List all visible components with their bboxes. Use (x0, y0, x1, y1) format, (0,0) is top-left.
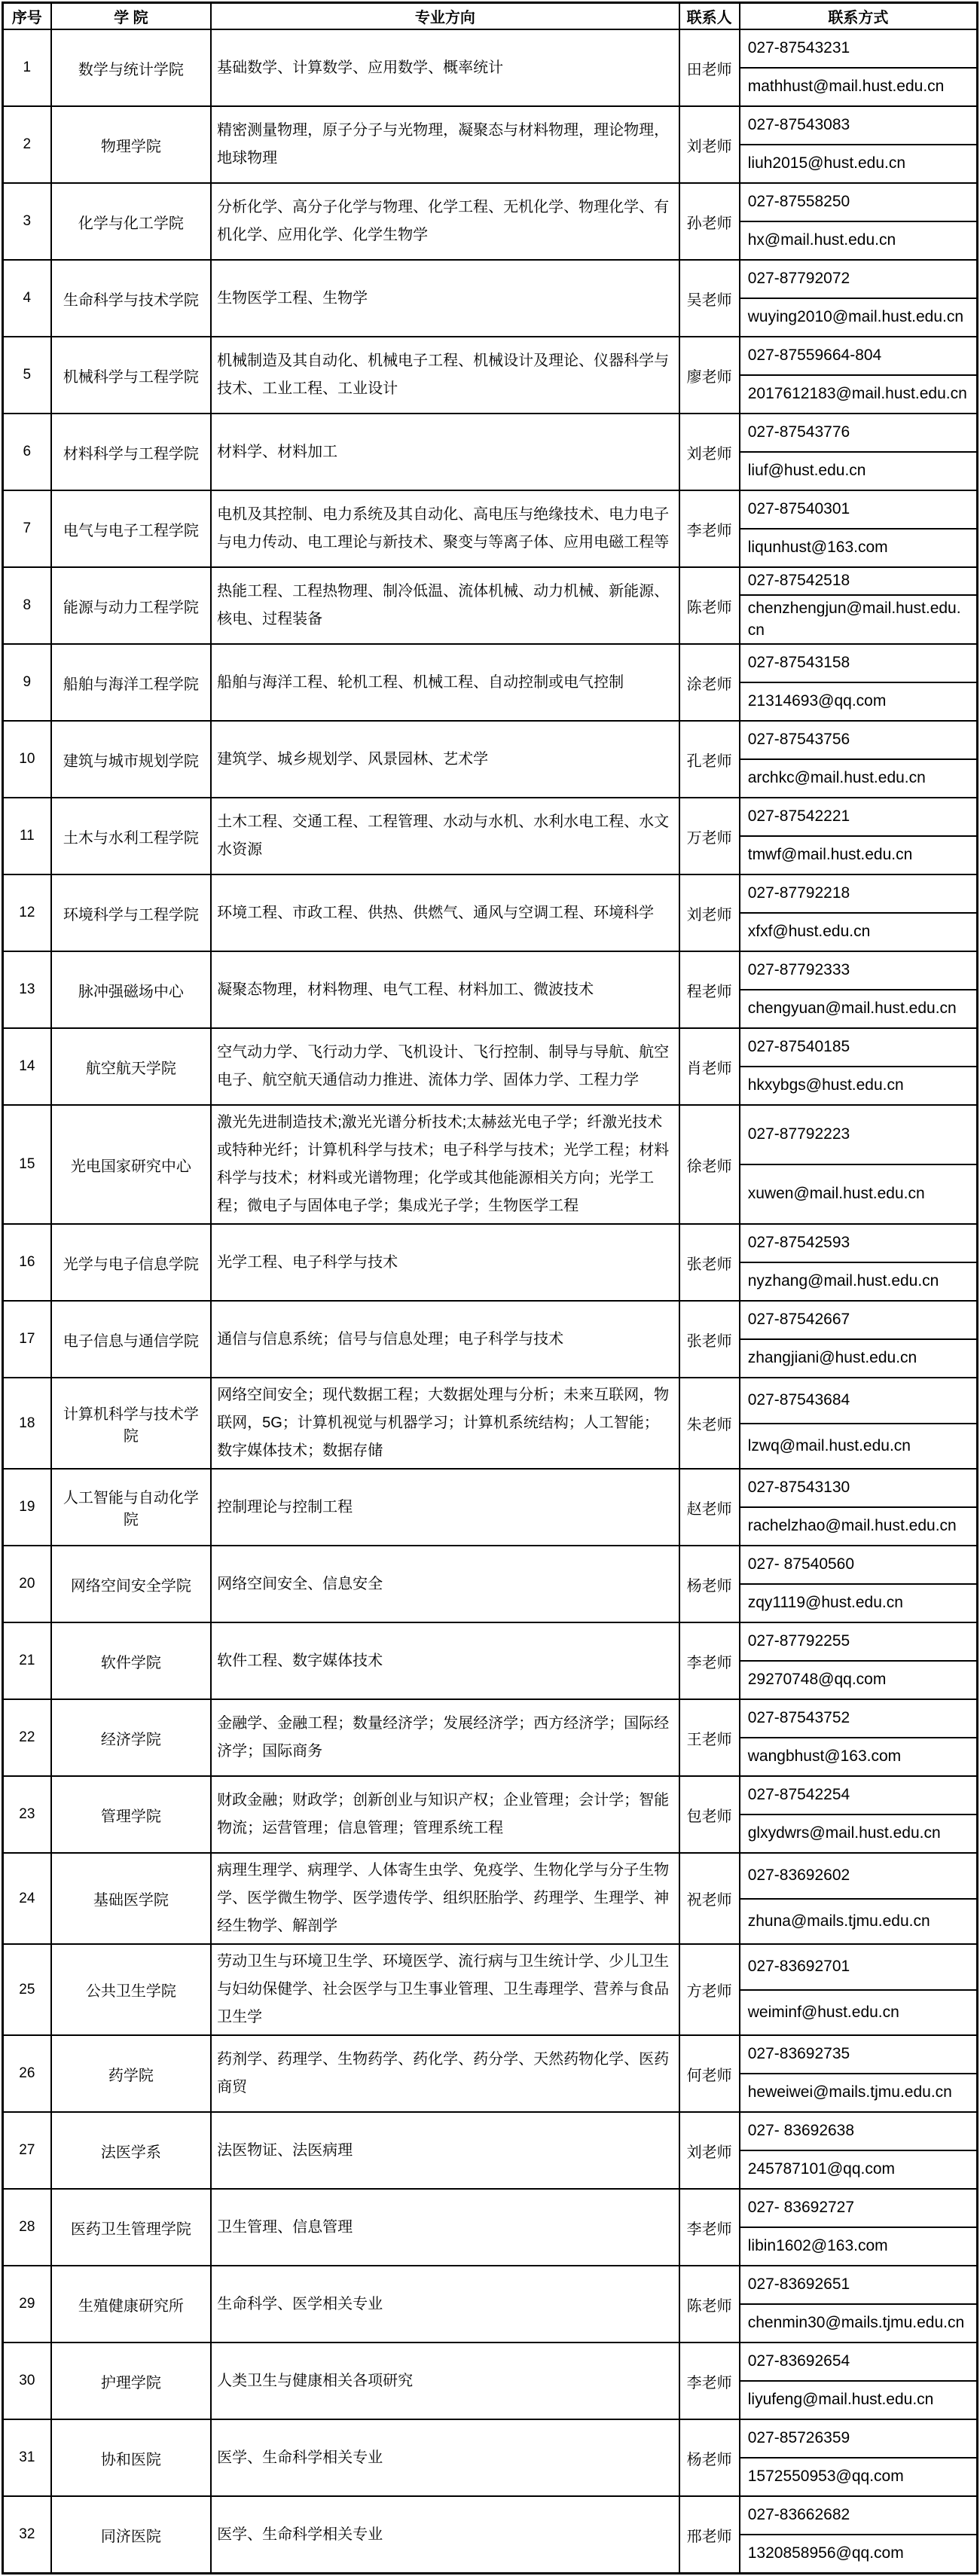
header-no: 序号 (3, 3, 51, 30)
college-name: 环境科学与工程学院 (51, 874, 211, 951)
contact-info-cell (740, 1028, 978, 1105)
contact-phone: 027-87792255 (740, 1623, 976, 1662)
major-directions: 网络空间安全、信息安全 (211, 1546, 679, 1622)
contact-info-wrap (740, 875, 976, 951)
contact-info-wrap (740, 1623, 976, 1699)
contact-phone: 027-87792223 (740, 1106, 976, 1165)
contact-info-wrap (740, 722, 976, 797)
major-directions: 网络空间安全；现代数据工程；大数据处理与分析；未来互联网，物联网，5G；计算机视觉与机器学习；计算机系统结构；人工智能；数字媒体技术；数据存储 (211, 1378, 679, 1469)
contact-info-wrap (740, 1546, 976, 1622)
contact-info-wrap (740, 1777, 976, 1852)
row-number: 9 (3, 644, 51, 721)
college-name: 土木与水利工程学院 (51, 798, 211, 874)
contact-email: lzwq@mail.hust.edu.cn (747, 1436, 911, 1454)
contact-info-cell (740, 721, 978, 798)
contact-person: 李老师 (679, 1622, 740, 1699)
major-directions: 金融学、金融工程；数量经济学；发展经济学；西方经济学；国际经济学；国际商务 (211, 1699, 679, 1776)
college-name: 护理学院 (51, 2343, 211, 2419)
contact-phone: 027-87542254 (740, 1777, 976, 1815)
contact-info-cell (740, 414, 978, 490)
table-row (3, 721, 978, 798)
contact-email: wuying2010@mail.hust.edu.cn (747, 308, 964, 326)
contact-info-cell (740, 2419, 978, 2496)
contact-email: tmwf@mail.hust.edu.cn (747, 846, 913, 864)
table-row (3, 1622, 978, 1699)
major-directions: 劳动卫生与环境卫生学、环境医学、流行病与卫生统计学、少儿卫生与妇幼保健学、社会医学与卫生事业管理、卫生毒理学、营养与食品卫生学 (211, 1944, 679, 2035)
college-name: 药学院 (51, 2035, 211, 2112)
table-row (3, 337, 978, 414)
header-major: 专业方向 (211, 3, 679, 30)
contact-phone: 027-83692735 (740, 2036, 976, 2074)
major-directions: 生物医学工程、生物学 (211, 260, 679, 337)
college-contact-table (2, 2, 978, 2574)
contact-phone: 027-87558250 (740, 184, 976, 222)
row-number: 7 (3, 490, 51, 567)
major-directions: 土木工程、交通工程、工程管理、水动与水机、水利水电工程、水文水资源 (211, 798, 679, 874)
college-name: 物理学院 (51, 106, 211, 183)
college-name: 软件学院 (51, 1622, 211, 1699)
major-directions: 凝聚态物理，材料物理、电气工程、材料加工、微波技术 (211, 951, 679, 1028)
contact-person: 刘老师 (679, 106, 740, 183)
table-row (3, 798, 978, 874)
contact-email: archkc@mail.hust.edu.cn (747, 769, 926, 787)
contact-info-wrap (740, 2497, 976, 2572)
row-number: 14 (3, 1028, 51, 1105)
contact-info-cell (740, 644, 978, 721)
row-number: 20 (3, 1546, 51, 1622)
contact-person: 方老师 (679, 1944, 740, 2035)
contact-person: 刘老师 (679, 2112, 740, 2189)
college-name: 人工智能与自动化学院 (51, 1469, 211, 1546)
contact-info-wrap (740, 491, 976, 566)
contact-info-wrap (740, 30, 976, 105)
contact-info-wrap (740, 1378, 976, 1468)
major-directions: 人类卫生与健康相关各项研究 (211, 2343, 679, 2419)
college-name: 光学与电子信息学院 (51, 1224, 211, 1301)
table-row (3, 1546, 978, 1622)
contact-info-wrap (740, 2266, 976, 2342)
major-directions: 光学工程、电子科学与技术 (211, 1224, 679, 1301)
contact-phone: 027-83692701 (740, 1945, 976, 1991)
contact-person: 陈老师 (679, 567, 740, 644)
contact-info-wrap (740, 107, 976, 182)
college-name: 材料科学与工程学院 (51, 414, 211, 490)
row-number: 28 (3, 2189, 51, 2266)
table-row (3, 2343, 978, 2419)
contact-email: 245787101@qq.com (747, 2160, 896, 2178)
table-row (3, 183, 978, 260)
table-row (3, 1469, 978, 1546)
contact-email: libin1602@163.com (747, 2237, 888, 2255)
contact-email: 1572550953@qq.com (747, 2468, 904, 2486)
contact-email: 1320858956@qq.com (747, 2544, 904, 2562)
contact-info-cell (740, 337, 978, 414)
major-directions: 医学、生命科学相关专业 (211, 2419, 679, 2496)
contact-person: 孔老师 (679, 721, 740, 798)
contact-person: 廖老师 (679, 337, 740, 414)
major-directions: 精密测量物理，原子分子与光物理，凝聚态与材料物理，理论物理，地球物理 (211, 106, 679, 183)
contact-info-wrap (740, 1225, 976, 1300)
contact-info-wrap (740, 2343, 976, 2419)
major-directions: 建筑学、城乡规划学、风景园林、艺术学 (211, 721, 679, 798)
major-directions: 通信与信息系统；信号与信息处理；电子科学与技术 (211, 1301, 679, 1378)
contact-info-cell (740, 1378, 978, 1469)
contact-info-cell (740, 874, 978, 951)
contact-email: liqunhust@163.com (747, 539, 888, 557)
contact-person: 何老师 (679, 2035, 740, 2112)
contact-info-cell (740, 1776, 978, 1853)
contact-person: 徐老师 (679, 1105, 740, 1224)
contact-email: zhuna@mails.tjmu.edu.cn (747, 1912, 930, 1930)
contact-phone: 027-87540185 (740, 1029, 976, 1067)
table-row (3, 1224, 978, 1301)
table-row (3, 1944, 978, 2035)
contact-info-cell (740, 2343, 978, 2419)
table-row (3, 2189, 978, 2266)
contact-info-wrap (740, 414, 976, 490)
contact-info-wrap (740, 1470, 976, 1545)
college-name: 公共卫生学院 (51, 1944, 211, 2035)
contact-info-cell (740, 2266, 978, 2343)
contact-info-cell (740, 2112, 978, 2189)
contact-info-wrap (740, 798, 976, 874)
row-number: 12 (3, 874, 51, 951)
college-name: 网络空间安全学院 (51, 1546, 211, 1622)
major-directions: 材料学、材料加工 (211, 414, 679, 490)
contact-info-cell (740, 1301, 978, 1378)
college-name: 光电国家研究中心 (51, 1105, 211, 1224)
table-row (3, 1853, 978, 1944)
contact-person: 田老师 (679, 29, 740, 106)
row-number: 25 (3, 1944, 51, 2035)
contact-email: rachelzhao@mail.hust.edu.cn (747, 1517, 957, 1535)
contact-phone: 027- 83692727 (740, 2190, 976, 2228)
header-college: 学 院 (51, 3, 211, 30)
contact-info-cell (740, 29, 978, 106)
row-number: 31 (3, 2419, 51, 2496)
contact-info-cell (740, 798, 978, 874)
major-directions: 法医物证、法医病理 (211, 2112, 679, 2189)
row-number: 17 (3, 1301, 51, 1378)
table-row (3, 1301, 978, 1378)
college-name: 化学与化工学院 (51, 183, 211, 260)
contact-phone: 027-87543231 (740, 30, 976, 69)
contact-info-wrap (740, 2190, 976, 2265)
table-row (3, 2035, 978, 2112)
contact-info-cell (740, 1224, 978, 1301)
contact-email: xfxf@hust.edu.cn (747, 923, 871, 941)
college-name: 脉冲强磁场中心 (51, 951, 211, 1028)
college-name: 船舶与海洋工程学院 (51, 644, 211, 721)
contact-phone: 027-87559664-804 (740, 337, 976, 376)
row-number: 5 (3, 337, 51, 414)
contact-email: nyzhang@mail.hust.edu.cn (747, 1272, 939, 1290)
major-directions: 基础数学、计算数学、应用数学、概率统计 (211, 29, 679, 106)
row-number: 21 (3, 1622, 51, 1699)
contact-person: 吴老师 (679, 260, 740, 337)
contact-info-cell (740, 2189, 978, 2266)
contact-phone: 027-87543130 (740, 1470, 976, 1508)
contact-person: 王老师 (679, 1699, 740, 1776)
contact-email: liyufeng@mail.hust.edu.cn (747, 2391, 934, 2409)
contact-phone: 027-87542667 (740, 1302, 976, 1340)
contact-person: 肖老师 (679, 1028, 740, 1105)
contact-person: 李老师 (679, 2189, 740, 2266)
contact-person: 赵老师 (679, 1469, 740, 1546)
contact-person: 祝老师 (679, 1853, 740, 1944)
contact-info-cell (740, 567, 978, 644)
college-name: 协和医院 (51, 2419, 211, 2496)
contact-person: 陈老师 (679, 2266, 740, 2343)
contact-phone: 027-83692654 (740, 2343, 976, 2382)
row-number: 23 (3, 1776, 51, 1853)
contact-phone: 027- 83692638 (740, 2113, 976, 2151)
contact-email: 29270748@qq.com (747, 1671, 887, 1689)
row-number: 26 (3, 2035, 51, 2112)
row-number: 2 (3, 106, 51, 183)
contact-person: 李老师 (679, 490, 740, 567)
contact-phone: 027-87542518 (740, 568, 976, 596)
table-row (3, 567, 978, 644)
contact-info-wrap (740, 261, 976, 336)
contact-info-cell (740, 1853, 978, 1944)
table-row (3, 490, 978, 567)
contact-info-cell (740, 183, 978, 260)
table-row (3, 2112, 978, 2189)
college-name: 机械科学与工程学院 (51, 337, 211, 414)
table-row (3, 1028, 978, 1105)
table-row (3, 2419, 978, 2496)
contact-phone: 027-87543776 (740, 414, 976, 453)
contact-phone: 027-83692602 (740, 1854, 976, 1900)
row-number: 8 (3, 567, 51, 644)
contact-info-cell (740, 2035, 978, 2112)
contact-info-cell (740, 1944, 978, 2035)
table-row (3, 1378, 978, 1469)
row-number: 13 (3, 951, 51, 1028)
contact-email: liuf@hust.edu.cn (747, 462, 866, 480)
college-name: 管理学院 (51, 1776, 211, 1853)
major-directions: 空气动力学、飞行动力学、飞机设计、飞行控制、制导与导航、航空电子、航空航天通信动力推进、流体力学、固体力学、工程力学 (211, 1028, 679, 1105)
table-row (3, 106, 978, 183)
contact-email: wangbhust@163.com (747, 1747, 902, 1766)
contact-person: 张老师 (679, 1224, 740, 1301)
contact-phone: 027-87543684 (740, 1378, 976, 1424)
college-name: 建筑与城市规划学院 (51, 721, 211, 798)
major-directions: 生命科学、医学相关专业 (211, 2266, 679, 2343)
college-name: 法医学系 (51, 2112, 211, 2189)
college-name: 医药卫生管理学院 (51, 2189, 211, 2266)
row-number: 10 (3, 721, 51, 798)
table-row (3, 1776, 978, 1853)
contact-info-cell (740, 490, 978, 567)
contact-phone: 027-83662682 (740, 2497, 976, 2535)
major-directions: 软件工程、数字媒体技术 (211, 1622, 679, 1699)
row-number: 24 (3, 1853, 51, 1944)
row-number: 1 (3, 29, 51, 106)
major-directions: 环境工程、市政工程、供热、供燃气、通风与空调工程、环境科学 (211, 874, 679, 951)
row-number: 27 (3, 2112, 51, 2189)
table-row (3, 1699, 978, 1776)
college-name: 能源与动力工程学院 (51, 567, 211, 644)
contact-info-wrap (740, 1700, 976, 1775)
college-name: 电气与电子工程学院 (51, 490, 211, 567)
contact-email: mathhust@mail.hust.edu.cn (747, 78, 945, 96)
table-row (3, 2266, 978, 2343)
contact-email: liuh2015@hust.edu.cn (747, 154, 906, 172)
college-name: 同济医院 (51, 2496, 211, 2574)
contact-email: zhangjiani@hust.edu.cn (747, 1349, 917, 1367)
major-directions: 药剂学、药理学、生物药学、药化学、药分学、天然药物化学、医药商贸 (211, 2035, 679, 2112)
row-number: 15 (3, 1105, 51, 1224)
row-number: 22 (3, 1699, 51, 1776)
contact-phone: 027-87543752 (740, 1700, 976, 1738)
college-name: 航空航天学院 (51, 1028, 211, 1105)
row-number: 30 (3, 2343, 51, 2419)
contact-info-cell (740, 1105, 978, 1224)
contact-info-cell (740, 1546, 978, 1622)
contact-person: 程老师 (679, 951, 740, 1028)
table-row (3, 260, 978, 337)
major-directions: 分析化学、高分子化学与物理、化学工程、无机化学、物理化学、有机化学、应用化学、化学生物学 (211, 183, 679, 260)
contact-person: 涂老师 (679, 644, 740, 721)
contact-info-wrap (740, 2113, 976, 2188)
contact-email: 2017612183@mail.hust.edu.cn (747, 385, 967, 403)
table-row (3, 1105, 978, 1224)
contact-info-wrap (740, 2420, 976, 2495)
row-number: 16 (3, 1224, 51, 1301)
contact-person: 朱老师 (679, 1378, 740, 1469)
contact-info-cell (740, 260, 978, 337)
row-number: 6 (3, 414, 51, 490)
row-number: 11 (3, 798, 51, 874)
contact-phone: 027-87543083 (740, 107, 976, 145)
contact-person: 孙老师 (679, 183, 740, 260)
header-row (3, 3, 978, 30)
contact-info-cell (740, 1469, 978, 1546)
contact-info-wrap (740, 1854, 976, 1943)
contact-phone: 027-87540301 (740, 491, 976, 530)
contact-email: hx@mail.hust.edu.cn (747, 231, 896, 249)
contact-info-cell (740, 2496, 978, 2574)
contact-person: 杨老师 (679, 1546, 740, 1622)
header-contact: 联系人 (679, 3, 740, 30)
contact-phone: 027-87792072 (740, 261, 976, 299)
contact-info-wrap (740, 337, 976, 413)
contact-person: 张老师 (679, 1301, 740, 1378)
contact-email: chenzhengjun@mail.hust.edu.cn (747, 600, 961, 639)
major-directions: 激光先进制造技术;激光光谱分析技术;太赫兹光电子学；纤激光技术或特种光纤；计算机科学与技术；电子科学与技术；光学工程；材料科学与技术；材料或光谱物理；化学或其他能源相关方向；光学工程；微电子与固体电子学；集成光子学；生物医学工程 (211, 1105, 679, 1224)
row-number: 29 (3, 2266, 51, 2343)
contact-phone: 027-87543158 (740, 645, 976, 683)
contact-email: weiminf@hust.edu.cn (747, 2003, 899, 2021)
row-number: 18 (3, 1378, 51, 1469)
table-row (3, 414, 978, 490)
table-row (3, 644, 978, 721)
contact-info-cell (740, 951, 978, 1028)
college-name: 生命科学与技术学院 (51, 260, 211, 337)
contact-phone: 027-83692651 (740, 2266, 976, 2305)
contact-info-cell (740, 1699, 978, 1776)
contact-email: zqy1119@hust.edu.cn (747, 1594, 903, 1612)
major-directions: 船舶与海洋工程、轮机工程、机械工程、自动控制或电气控制 (211, 644, 679, 721)
contact-phone: 027-87542593 (740, 1225, 976, 1263)
row-number: 32 (3, 2496, 51, 2574)
contact-person: 包老师 (679, 1776, 740, 1853)
header-contact-info: 联系方式 (740, 3, 978, 30)
major-directions: 卫生管理、信息管理 (211, 2189, 679, 2266)
table-row (3, 874, 978, 951)
contact-info-wrap (740, 645, 976, 720)
contact-phone: 027-85726359 (740, 2420, 976, 2458)
contact-info-wrap (740, 952, 976, 1027)
contact-phone: 027- 87540560 (740, 1546, 976, 1585)
contact-email: chengyuan@mail.hust.edu.cn (747, 1000, 957, 1018)
major-directions: 财政金融；财政学；创新创业与知识产权；企业管理；会计学；智能物流；运营管理；信息管理；管理系统工程 (211, 1776, 679, 1853)
row-number: 19 (3, 1469, 51, 1546)
row-number: 4 (3, 260, 51, 337)
college-name: 基础医学院 (51, 1853, 211, 1944)
contact-info-wrap (740, 568, 976, 643)
contact-info-wrap (740, 1302, 976, 1377)
contact-info-wrap (740, 1029, 976, 1104)
major-directions: 医学、生命科学相关专业 (211, 2496, 679, 2574)
contact-email: chenmin30@mails.tjmu.edu.cn (747, 2314, 965, 2332)
contact-info-wrap (740, 184, 976, 259)
contact-phone: 027-87792218 (740, 875, 976, 914)
major-directions: 热能工程、工程热物理、制冷低温、流体机械、动力机械、新能源、核电、过程装备 (211, 567, 679, 644)
contact-person: 杨老师 (679, 2419, 740, 2496)
contact-phone: 027-87792333 (740, 952, 976, 990)
contact-email: xuwen@mail.hust.edu.cn (747, 1185, 925, 1203)
row-number: 3 (3, 183, 51, 260)
contact-person: 万老师 (679, 798, 740, 874)
contact-info-cell (740, 1622, 978, 1699)
contact-info-wrap (740, 1945, 976, 2034)
contact-person: 李老师 (679, 2343, 740, 2419)
major-directions: 病理生理学、病理学、人体寄生虫学、免疫学、生物化学与分子生物学、医学微生物学、医学遗传学、组织胚胎学、药理学、生理学、神经生物学、解剖学 (211, 1853, 679, 1944)
college-name: 计算机科学与技术学院 (51, 1378, 211, 1469)
college-name: 数学与统计学院 (51, 29, 211, 106)
contact-person: 邢老师 (679, 2496, 740, 2574)
college-name: 经济学院 (51, 1699, 211, 1776)
contact-info-wrap (740, 1106, 976, 1223)
contact-email: hkxybgs@hust.edu.cn (747, 1076, 904, 1094)
major-directions: 机械制造及其自动化、机械电子工程、机械设计及理论、仪器科学与技术、工业工程、工业设计 (211, 337, 679, 414)
contact-info-cell (740, 106, 978, 183)
college-name: 生殖健康研究所 (51, 2266, 211, 2343)
contact-phone: 027-87542221 (740, 798, 976, 837)
table-row (3, 2496, 978, 2574)
major-directions: 电机及其控制、电力系统及其自动化、高电压与绝缘技术、电力电子与电力传动、电工理论与新技术、聚变与等离子体、应用电磁工程等 (211, 490, 679, 567)
contact-email: heweiwei@mails.tjmu.edu.cn (747, 2083, 952, 2101)
contact-email: 21314693@qq.com (747, 692, 887, 710)
table-row (3, 951, 978, 1028)
major-directions: 控制理论与控制工程 (211, 1469, 679, 1546)
contact-phone: 027-87543756 (740, 722, 976, 760)
college-name: 电子信息与通信学院 (51, 1301, 211, 1378)
table-row (3, 29, 978, 106)
contact-email: glxydwrs@mail.hust.edu.cn (747, 1824, 941, 1842)
contact-info-wrap (740, 2036, 976, 2111)
contact-person: 刘老师 (679, 414, 740, 490)
contact-person: 刘老师 (679, 874, 740, 951)
